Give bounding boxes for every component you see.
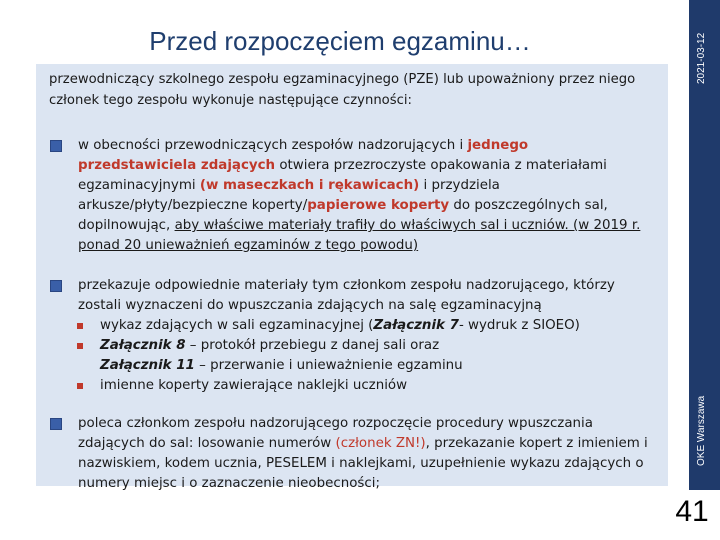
bullet-hand-over-materials [50, 276, 650, 396]
b1-text-g: do poszczególnych sal, dopilnowując, [78, 198, 608, 233]
b3-text-c: , przekazanie kopert z imieniem i nazwiskiem, kodem ucznia, PESELEM i naklejkami, uzupełnienie wykazu zdających o numery miejsc i o zaznaczenie nieobecności; [78, 436, 648, 491]
b1-text-h: aby właściwe materiały trafiły do właściwych sal i uczniów. (w 2019 r. ponad 20 unieważnień egzaminów z tego powodu) [78, 218, 641, 253]
bullet-open-materials [50, 136, 650, 256]
bullet-admission-procedure [50, 414, 650, 494]
slide-date: 2021-03-12 [696, 32, 707, 84]
checkbox-bullet-icon [50, 280, 62, 292]
b1-text-c: otwiera przezroczyste opakowania z materiałami egzaminacyjnymi [78, 158, 607, 193]
b1-text-b: jednego przedstawiciela zdających [78, 138, 529, 173]
b3-text-b: (członek ZN!) [335, 436, 426, 451]
b1-text-a: w obecności przewodniczących zespołów nadzorujących i [78, 138, 468, 153]
b3-text-a: poleca członkom zespołu nadzorującego rozpoczęcie procedury wpuszczania zdających do sal: losowanie numerów [78, 416, 593, 451]
subitem-attachment-11: Załącznik 11 – przerwanie i unieważnienie egzaminu [100, 358, 463, 373]
b1-text-e: i przydziela arkusze/płyty/bezpieczne koperty/ [78, 178, 500, 213]
checkbox-bullet-icon [50, 418, 62, 430]
subitem-attachment-8: Załącznik 8 – protokół przebiegu z danej sali oraz [50, 336, 650, 356]
b1-text-f: papierowe koperty [307, 198, 450, 213]
square-bullet-icon [77, 323, 83, 329]
subitem-named-envelopes: imienne koperty zawierające naklejki uczniów [50, 376, 650, 396]
square-bullet-icon [77, 383, 83, 389]
b1-text-d: (w maseczkach i rękawicach) [199, 178, 420, 193]
square-bullet-icon [77, 343, 83, 349]
page-number: 41 [664, 490, 720, 540]
subitem-attendance-list: wykaz zdających w sali egzaminacyjnej (Załącznik 7- wydruk z SIOEO) [50, 316, 650, 336]
organization-label: OKE Warszawa [696, 395, 707, 466]
b2-main-text: przekazuje odpowiednie materiały tym członkom zespołu nadzorującego, którzy zostali wyznaczeni do wpuszczania zdających na salę egzaminacyjną [78, 278, 615, 313]
slide-title: Przed rozpoczęciem egzaminu… [149, 26, 531, 56]
checkbox-bullet-icon [50, 140, 62, 152]
intro-text: przewodniczący szkolnego zespołu egzaminacyjnego (PZE) lub upoważniony przez niego członek tego zespołu wykonuje następujące czynności: [49, 72, 636, 108]
